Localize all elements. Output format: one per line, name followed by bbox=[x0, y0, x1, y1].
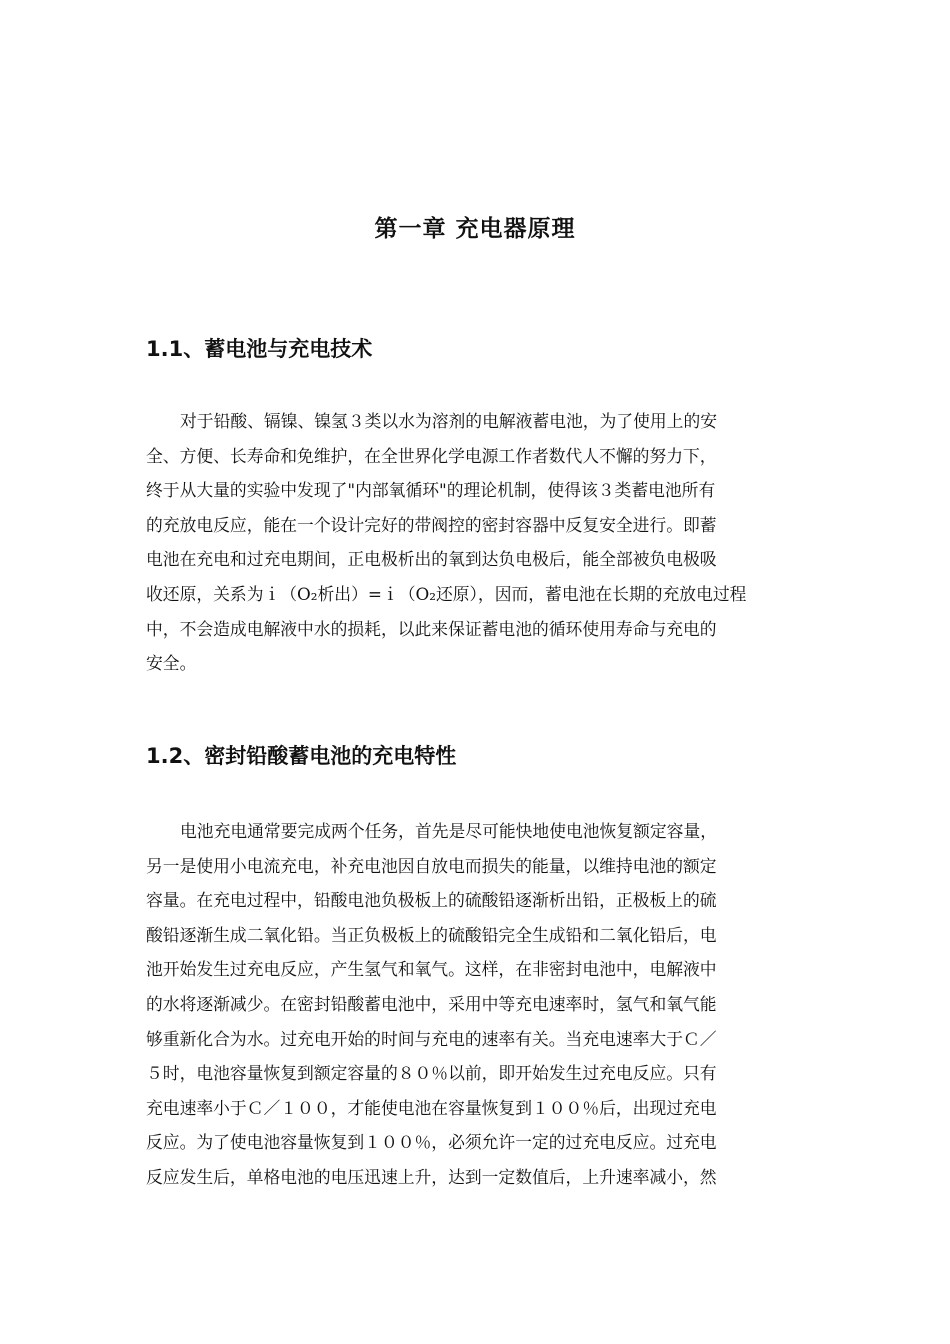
paragraph-line: 另一是使用小电流充电，补充电池因自放电而损失的能量，以维持电池的额定 bbox=[146, 855, 717, 876]
paragraph-line: 酸铅逐渐生成二氧化铅。当正负极板上的硫酸铅完全生成铅和二氧化铅后，电 bbox=[146, 924, 717, 945]
paragraph-line: 够重新化合为水。过充电开始的时间与充电的速率有关。当充电速率大于Ｃ／ bbox=[146, 1028, 717, 1049]
paragraph-line: 终于从大量的实验中发现了"内部氧循环"的理论机制，使得该３类蓄电池所有 bbox=[146, 480, 716, 501]
paragraph-line: 电池在充电和过充电期间，正电极析出的氧到达负电极后，能全部被负电极吸 bbox=[146, 549, 717, 570]
paragraph-line: 充电速率小于Ｃ／１００，才能使电池在容量恢复到１００％后，出现过充电 bbox=[146, 1097, 717, 1118]
paragraph-line: 电池充电通常要完成两个任务，首先是尽可能快地使电池恢复额定容量， bbox=[180, 821, 718, 841]
section-1-2-paragraph bbox=[146, 814, 806, 1195]
paragraph-line: ５时，电池容量恢复到额定容量的８０％以前，即开始发生过充电反应。只有 bbox=[146, 1063, 717, 1084]
chapter-title: 第一章 充电器原理 bbox=[374, 216, 576, 242]
paragraph-line: 收还原，关系为ｉ（O₂析出）=ｉ（O₂还原），因而，蓄电池在长期的充放电过程 bbox=[146, 583, 747, 604]
paragraph-line: 全、方便、长寿命和免维护，在全世界化学电源工作者数代人不懈的努力下， bbox=[146, 445, 717, 466]
section-1-1-paragraph bbox=[146, 404, 806, 681]
section-heading-1-2: 1.2、密封铅酸蓄电池的充电特性 bbox=[146, 744, 457, 768]
paragraph-line: 的充放电反应，能在一个设计完好的带阀控的密封容器中反复安全进行。即蓄 bbox=[146, 514, 717, 535]
paragraph-line: 对于铅酸、镉镍、镍氢３类以水为溶剂的电解液蓄电池，为了使用上的安 bbox=[180, 411, 718, 431]
paragraph-line: 容量。在充电过程中，铅酸电池负极板上的硫酸铅逐渐析出铅，正极板上的硫 bbox=[146, 890, 717, 911]
paragraph-line: 池开始发生过充电反应，产生氢气和氧气。这样，在非密封电池中，电解液中 bbox=[146, 959, 717, 980]
paragraph-line: 的水将逐渐减少。在密封铅酸蓄电池中，采用中等充电速率时，氢气和氧气能 bbox=[146, 993, 717, 1014]
paragraph-line: 安全。 bbox=[146, 653, 197, 674]
paragraph-line: 反应。为了使电池容量恢复到１００％，必须允许一定的过充电反应。过充电 bbox=[146, 1132, 717, 1153]
paragraph-line: 中，不会造成电解液中水的损耗，以此来保证蓄电池的循环使用寿命与充电的 bbox=[146, 618, 717, 639]
paragraph-line: 反应发生后，单格电池的电压迅速上升，达到一定数值后，上升速率减小，然 bbox=[146, 1166, 717, 1187]
section-heading-1-1: 1.1、蓄电池与充电技术 bbox=[146, 337, 373, 361]
